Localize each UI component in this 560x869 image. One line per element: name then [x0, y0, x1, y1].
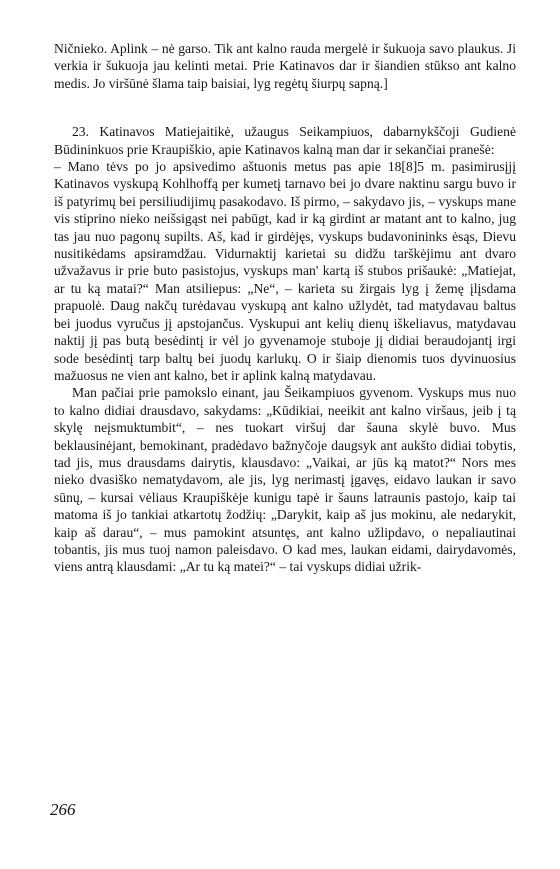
page-body [54, 40, 516, 576]
paragraph-father-account: – Mano tėvs po jo apsivedimo aštuonis metus pas apie 18[8]5 m. pasimirusįjį Katinavos vyskupą Kohlhoffą per kumetį tarnavo bei jo dvare naktinu sargu buvo ir iš patyrimų bei persiliudijimų pasakodavo. Iš pirmo, – sakydavo jis, – vyskups mane vis stiprino nieko neišsigąst nei pabūgt, kad ir ką girdint ar matant ant to kalno, jug tas jau nuo pagonų supilts. Aš, kad ir girdėjęs, vyskups budavonininks ėsąs, Dievu nusitikėdams apsiramdžau. Vidurnaktij karietai su didžu tarškėjimu ant dvaro užvažavus ir prie buto pasistojus, vyskups man' kartą iš stubos prišaukė: „Matiejat, ar tu ką matai?“ Man atsiliepus: „Ne“, – karieta su žirgais lyg į žemę įlįsdama prapuolė. Daug nakčų turėdavau vyskupą ant kalno užlydėt, tad matydavau baltus bei juodus vyručus jį apstojančus. Vyskupui ant kelių dienų iškeliavus, matydavau naktij jį pas butą besėdintį ir vėl jo gyvenamoje stuboje jį didiai beraudojantį irgi sode besėdintį tarp baltų bei juodų karlukų. O ir šiaip dienomis tuos dyvinuosius mažuosus ne vien ant kalno, bet ir aplink kalną matydavau. [54, 159, 516, 383]
section-gap [54, 92, 516, 123]
paragraph-story-ending: Ničnieko. Aplink – nė garso. Tik ant kalno rauda mergelė ir šukuoja savo plaukus. Ji verkia ir šukuoja jau kelinti metai. Prie Katinavos dar ir šiandien stūkso ant kalno medis. Jo viršūnė šlama taip baisiai, lyg regėtų šiurpų sapną.] [54, 41, 516, 91]
page-number: 266 [50, 800, 76, 819]
paragraph-sermon-account: Man pačiai prie pamokslo einant, jau Šeikampiuos gyvenom. Vyskups mus nuo to kalno didiai drausdavo, sakydams: „Kūdikiai, neeikit ant kalno viršaus, jeib į tą skylę neįsmuktumbit“, – nes tuokart viršuj dar šauna skylė buvo. Mus beklausinėjant, bemokinant, pradėdavo bažnyčoje daugsyk ant aukšto didiai tobytis, tad jis, mus drausdams dairytis, klausdavo: „Vaikai, ar jūs ką matot?“ Nors mes nieko dvasiško nematydavom, ale jis, lyg nerimastį įgavęs, eidavo laukan ir savo sūnų, – kursai vėliaus Kraupiškėje kunigu tapė ir šauns latraunis pastojo, kaip tai matoma iš jo tankiai atkartotų žodžių: „Darykit, kaip aš jus mokinu, ale nedarykit, kaip aš darau“, – mus pamokint atsuntęs, ant kalno užlipdavo, o nepaliautinai tobantis, jis mus tuoj namon paleisdavo. O kad mes, laukan eidami, dairydavomės, viens antrą klausdami: „Ar tu ką matei?“ – tai vyskups didiai užrik- [54, 385, 516, 575]
paragraph-record-23-intro: 23. Katinavos Matiejaitikė, užaugus Seikampiuos, dabarnykščoji Gudienė Būdininkuos prie Kraupiškio, apie Katinavos kalną man dar ir sekančiai pranešė: [54, 124, 516, 157]
